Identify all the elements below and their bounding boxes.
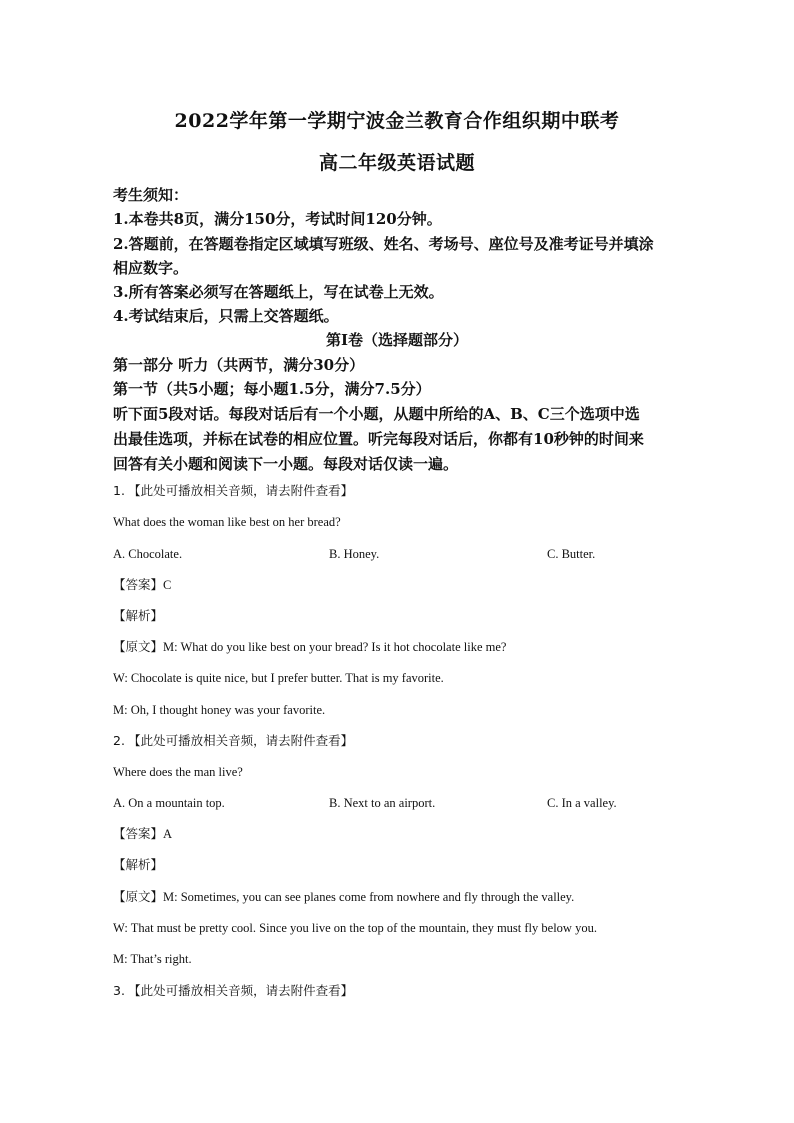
notice-item-1: 1.本卷共8页，满分150分，考试时间120分钟。: [113, 210, 442, 228]
question-number: 1.: [113, 483, 125, 498]
volume-heading: 第I卷（选择题部分）: [325, 331, 469, 349]
answer-value: C: [163, 578, 172, 592]
question-number: 3.: [113, 983, 125, 998]
notice-item-2-line-1: 2.答题前，在答题卷指定区域填写班级、姓名、考场号、座位号及准考证号并填涂: [113, 235, 654, 253]
answer-label: 【答案】: [113, 577, 164, 592]
answer-value: A: [163, 827, 173, 841]
notice-item-3: 3.所有答案必须写在答题纸上，写在试卷上无效。: [113, 283, 444, 301]
audio-note[interactable]: 【此处可播放相关音频，请去附件查看】: [128, 483, 354, 498]
exam-subtitle: 高二年级英语试题: [318, 152, 475, 174]
audio-note[interactable]: 【此处可播放相关音频，请去附件查看】: [128, 983, 354, 998]
answer-label: 【答案】: [113, 826, 164, 841]
question-1-transcript-line-1: [113, 639, 506, 655]
question-2-option-c: C. In a valley.: [547, 796, 617, 810]
instructions-line-2: 出最佳选项，并标在试卷的相应位置。听完每段对话后，你都有10秒钟的时间来: [113, 430, 644, 448]
question-1-transcript-line-2: W: Chocolate is quite nice, but I prefer butter. That is my favorite.: [113, 671, 444, 685]
section1-heading: 第一节（共5小题；每小题1.5分，满分7.5分）: [113, 380, 431, 398]
transcript-text: M: Sometimes, you can see planes come from nowhere and fly through the valley.: [163, 890, 575, 904]
question-1-header: [113, 483, 353, 499]
question-1-option-a: A. Chocolate.: [113, 547, 183, 561]
question-1-analysis: [113, 608, 163, 624]
question-2-header: [113, 733, 353, 749]
question-number: 2.: [113, 733, 125, 748]
analysis-label: 【解析】: [113, 857, 164, 872]
transcript-label: 【原文】: [113, 889, 164, 904]
question-2-transcript-line-1: [113, 889, 574, 905]
question-1-option-c: C. Butter.: [547, 547, 596, 561]
instructions-line-3: 回答有关小题和阅读下一小题。每段对话仅读一遍。: [113, 455, 459, 473]
question-2-option-b: B. Next to an airport.: [329, 796, 436, 810]
question-2-analysis: [113, 857, 163, 873]
exam-title: 2022学年第一学期宁波金兰教育合作组织期中联考: [174, 110, 620, 132]
analysis-label: 【解析】: [113, 608, 164, 623]
notice-heading: 考生须知：: [113, 186, 189, 204]
notice-item-4: 4.考试结束后，只需上交答题纸。: [113, 307, 339, 325]
question-1-option-b: B. Honey.: [329, 547, 380, 561]
transcript-label: 【原文】: [113, 639, 164, 654]
question-2-option-a: A. On a mountain top.: [113, 796, 225, 810]
part1-heading: 第一部分 听力（共两节，满分30分）: [113, 356, 365, 374]
audio-note[interactable]: 【此处可播放相关音频，请去附件查看】: [128, 733, 354, 748]
question-1-transcript-line-3: M: Oh, I thought honey was your favorite.: [113, 703, 326, 717]
question-3-header: [113, 983, 353, 999]
question-1-answer: [113, 577, 171, 593]
question-2-stem: Where does the man live?: [113, 765, 243, 779]
question-2-transcript-line-2: W: That must be pretty cool. Since you live on the top of the mountain, they must fly below you.: [113, 921, 597, 935]
instructions-line-1: 听下面5段对话。每段对话后有一个小题，从题中所给的A、B、C三个选项中选: [113, 405, 640, 423]
question-1-stem: What does the woman like best on her bread?: [113, 515, 341, 529]
question-2-answer: [113, 826, 172, 842]
question-2-transcript-line-3: M: That’s right.: [113, 952, 192, 966]
notice-item-2-line-2: 相应数字。: [113, 259, 189, 277]
transcript-text: M: What do you like best on your bread? Is it hot chocolate like me?: [163, 640, 507, 654]
